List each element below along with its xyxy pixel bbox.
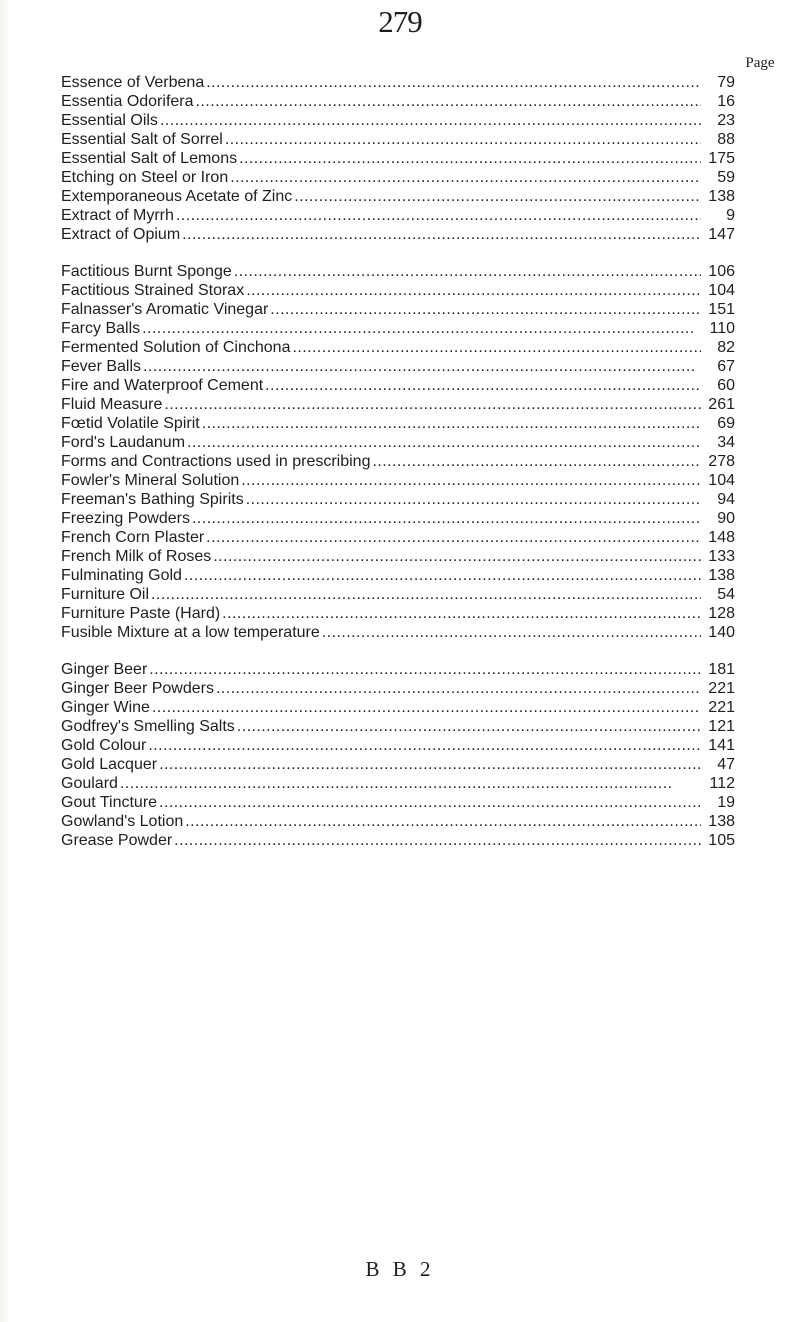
dot-leader xyxy=(322,623,701,642)
dot-leader xyxy=(270,300,701,319)
index-entry xyxy=(61,338,735,357)
index-entry xyxy=(61,452,735,471)
index-entry xyxy=(61,717,735,736)
entry-page-number: 128 xyxy=(708,605,735,622)
dot-leader xyxy=(149,660,701,679)
entry-title: Ford's Laudanum xyxy=(61,434,186,451)
index-entry xyxy=(61,149,735,168)
dot-leader xyxy=(265,376,701,395)
index-entry xyxy=(61,319,735,338)
dot-leader xyxy=(174,831,701,850)
dot-leader xyxy=(142,319,701,338)
entry-title: Gold Colour xyxy=(61,737,147,754)
entry-page-number: 221 xyxy=(708,699,735,716)
entry-title: Fowler's Mineral Solution xyxy=(61,472,240,489)
signature-mark: B B 2 xyxy=(365,1257,435,1281)
index-entry xyxy=(61,679,735,698)
entry-page-number: 59 xyxy=(717,169,735,186)
entry-title: Goulard xyxy=(61,775,118,792)
entry-page-number: 54 xyxy=(717,586,735,603)
entry-page-number: 104 xyxy=(708,472,735,489)
entry-title: Etching on Steel or Iron xyxy=(61,169,229,186)
entry-page-number: 60 xyxy=(717,377,735,394)
entry-title: Farcy Balls xyxy=(61,320,141,337)
index-entry xyxy=(61,395,735,414)
entry-title: Ginger Beer Powders xyxy=(61,680,214,697)
dot-leader xyxy=(230,168,701,187)
index-entry xyxy=(61,206,735,225)
entry-title: Freezing Powders xyxy=(61,510,190,527)
index-entry xyxy=(61,509,735,528)
dot-leader xyxy=(151,585,701,604)
entry-page-number: 221 xyxy=(708,680,735,697)
entry-title: Fever Balls xyxy=(61,358,142,375)
entry-page-number: 90 xyxy=(717,510,735,527)
index-entry xyxy=(61,528,735,547)
entry-title: Extract of Myrrh xyxy=(61,207,174,224)
entry-page-number: 151 xyxy=(708,301,735,318)
dot-leader xyxy=(182,225,701,244)
dot-leader xyxy=(148,736,701,755)
entry-page-number: 67 xyxy=(717,358,735,375)
entry-page-number: 175 xyxy=(708,150,735,167)
index-entry xyxy=(61,793,735,812)
entry-title: Essential Salt of Sorrel xyxy=(61,131,223,148)
index-entry xyxy=(61,547,735,566)
index-entry xyxy=(61,281,735,300)
entry-page-number: 94 xyxy=(717,491,735,508)
entry-title: Fermented Solution of Cinchona xyxy=(61,339,291,356)
dot-leader xyxy=(213,547,701,566)
index-entry xyxy=(61,225,735,244)
dot-leader xyxy=(159,793,701,812)
index-entry xyxy=(61,585,735,604)
entry-title: Essence of Verbena xyxy=(61,74,205,91)
entry-page-number: 19 xyxy=(717,794,735,811)
entry-title: Factitious Strained Storax xyxy=(61,282,245,299)
dot-leader xyxy=(152,698,701,717)
dot-leader xyxy=(206,528,701,547)
entry-page-number: 9 xyxy=(726,207,735,224)
dot-leader xyxy=(222,604,701,623)
entry-page-number: 138 xyxy=(708,188,735,205)
dot-leader xyxy=(292,338,701,357)
index-entry xyxy=(61,566,735,585)
entry-page-number: 133 xyxy=(708,548,735,565)
index-entry xyxy=(61,357,735,376)
index-entry xyxy=(61,774,735,793)
index-list xyxy=(61,73,735,868)
entry-title: Fire and Waterproof Cement xyxy=(61,377,264,394)
entry-page-number: 138 xyxy=(708,567,735,584)
index-entry xyxy=(61,736,735,755)
dot-leader xyxy=(185,812,701,831)
entry-page-number: 278 xyxy=(708,453,735,470)
entry-title: Extract of Opium xyxy=(61,226,181,243)
index-entry xyxy=(61,831,735,850)
entry-title: Essential Oils xyxy=(61,112,158,129)
entry-page-number: 69 xyxy=(717,415,735,432)
dot-leader xyxy=(187,433,701,452)
entry-title: Fœtid Volatile Spirit xyxy=(61,415,200,432)
index-entry xyxy=(61,92,735,111)
index-entry xyxy=(61,73,735,92)
entry-page-number: 105 xyxy=(708,832,735,849)
entry-title: Falnasser's Aromatic Vinegar xyxy=(61,301,269,318)
entry-title: Forms and Contractions used in prescribing xyxy=(61,453,371,470)
entry-title: French Milk of Roses xyxy=(61,548,212,565)
dot-leader xyxy=(225,130,701,149)
index-entry xyxy=(61,414,735,433)
entry-page-number: 110 xyxy=(709,320,735,337)
dot-leader xyxy=(246,281,701,300)
index-entry xyxy=(61,168,735,187)
dot-leader xyxy=(164,395,701,414)
entry-page-number: 34 xyxy=(717,434,735,451)
entry-page-number: 148 xyxy=(708,529,735,546)
entry-page-number: 47 xyxy=(717,756,735,773)
entry-page-number: 181 xyxy=(708,661,735,678)
dot-leader xyxy=(216,679,701,698)
entry-title: Fusible Mixture at a low temperature xyxy=(61,624,320,641)
entry-title: Extemporaneous Acetate of Zinc xyxy=(61,188,293,205)
dot-leader xyxy=(246,490,701,509)
index-section xyxy=(61,262,735,642)
index-entry xyxy=(61,262,735,281)
index-entry xyxy=(61,471,735,490)
index-entry xyxy=(61,130,735,149)
index-entry xyxy=(61,300,735,319)
index-entry xyxy=(61,812,735,831)
page-binding-edge xyxy=(0,0,10,1322)
index-entry xyxy=(61,433,735,452)
dot-leader xyxy=(372,452,701,471)
entry-title: Freeman's Bathing Spirits xyxy=(61,491,244,508)
entry-page-number: 106 xyxy=(708,263,735,280)
index-entry xyxy=(61,698,735,717)
index-entry xyxy=(61,623,735,642)
index-section xyxy=(61,73,735,244)
entry-title: Gowland's Lotion xyxy=(61,813,184,830)
entry-title: Fluid Measure xyxy=(61,396,163,413)
entry-page-number: 16 xyxy=(717,93,735,110)
entry-title: Essentia Odorifera xyxy=(61,93,194,110)
dot-leader xyxy=(120,774,701,793)
entry-page-number: 261 xyxy=(708,396,735,413)
entry-page-number: 104 xyxy=(708,282,735,299)
dot-leader xyxy=(143,357,701,376)
entry-page-number: 140 xyxy=(708,624,735,641)
entry-page-number: 141 xyxy=(708,737,735,754)
entry-title: Furniture Oil xyxy=(61,586,150,603)
entry-page-number: 112 xyxy=(709,775,735,792)
dot-leader xyxy=(237,717,701,736)
index-entry xyxy=(61,755,735,774)
dot-leader xyxy=(196,92,701,111)
entry-title: Ginger Beer xyxy=(61,661,148,678)
entry-title: Gout Tincture xyxy=(61,794,158,811)
entry-title: Fulminating Gold xyxy=(61,567,182,584)
entry-title: Factitious Burnt Sponge xyxy=(61,263,232,280)
index-entry xyxy=(61,660,735,679)
index-entry xyxy=(61,376,735,395)
dot-leader xyxy=(206,73,701,92)
entry-title: Gold Lacquer xyxy=(61,756,158,773)
entry-title: Godfrey's Smelling Salts xyxy=(61,718,235,735)
dot-leader xyxy=(202,414,701,433)
index-entry xyxy=(61,604,735,623)
dot-leader xyxy=(234,262,701,281)
entry-page-number: 147 xyxy=(708,226,735,243)
dot-leader xyxy=(192,509,701,528)
entry-title: Essential Salt of Lemons xyxy=(61,150,238,167)
entry-title: French Corn Plaster xyxy=(61,529,205,546)
page-column-header: Page xyxy=(745,55,775,71)
entry-page-number: 88 xyxy=(717,131,735,148)
entry-title: Grease Powder xyxy=(61,832,173,849)
index-entry xyxy=(61,187,735,206)
index-section xyxy=(61,660,735,850)
index-entry xyxy=(61,111,735,130)
dot-leader xyxy=(239,149,701,168)
dot-leader xyxy=(294,187,701,206)
dot-leader xyxy=(184,566,701,585)
entry-page-number: 23 xyxy=(717,112,735,129)
entry-title: Furniture Paste (Hard) xyxy=(61,605,221,622)
entry-page-number: 79 xyxy=(717,74,735,91)
entry-title: Ginger Wine xyxy=(61,699,150,716)
page-number: 279 xyxy=(378,4,422,39)
dot-leader xyxy=(159,755,701,774)
entry-page-number: 121 xyxy=(708,718,735,735)
dot-leader xyxy=(160,111,701,130)
dot-leader xyxy=(241,471,701,490)
entry-page-number: 82 xyxy=(717,339,735,356)
dot-leader xyxy=(176,206,701,225)
entry-page-number: 138 xyxy=(708,813,735,830)
index-entry xyxy=(61,490,735,509)
